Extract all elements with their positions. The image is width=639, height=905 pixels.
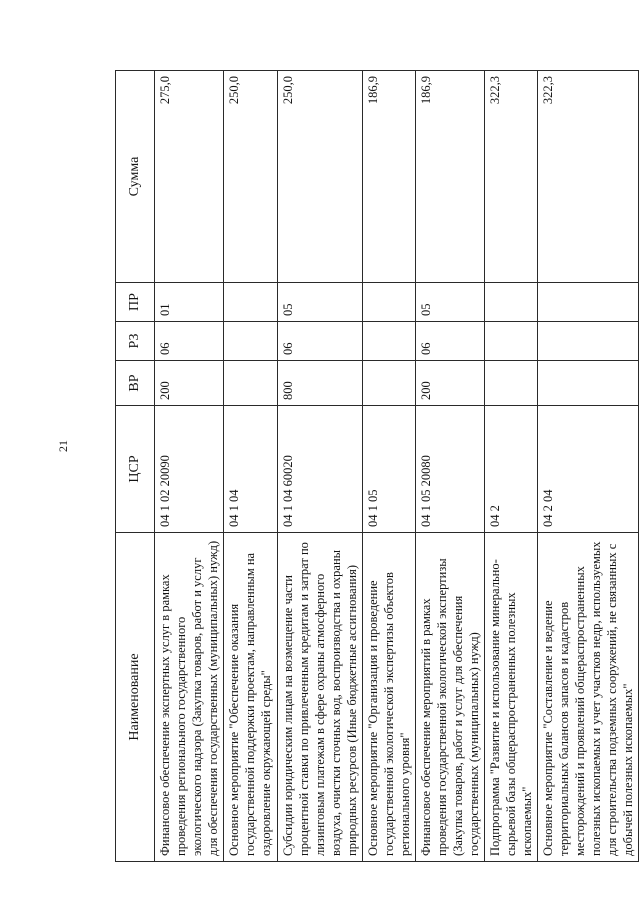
cell-name: Основное мероприятие "Организация и проведение государственной экологической экспертизы объектов регионального уровня" bbox=[363, 533, 416, 862]
header-sum: Сумма bbox=[116, 71, 155, 283]
cell-sum: 186,9 bbox=[363, 71, 416, 283]
cell-sum: 250,0 bbox=[278, 71, 363, 283]
table-row bbox=[363, 71, 416, 862]
budget-table bbox=[115, 70, 639, 862]
table-row bbox=[224, 71, 278, 862]
cell-name: Субсидии юридическим лицам на возмещение части процентной ставки по привлеченным кредитам и затрат по лизинговым платежам в сфере охраны атмосферного воздуха, очистки сточных вод, воспроизводства и охраны природных ресурсов (Иные бюджетные ассигнования) bbox=[278, 533, 363, 862]
cell-vr bbox=[363, 361, 416, 406]
cell-rz bbox=[363, 322, 416, 361]
cell-pr: 01 bbox=[155, 283, 224, 322]
table-row bbox=[485, 71, 538, 862]
cell-rz: 06 bbox=[155, 322, 224, 361]
cell-csr: 04 1 04 60020 bbox=[278, 406, 363, 533]
table-row bbox=[155, 71, 224, 862]
header-vr: ВР bbox=[116, 361, 155, 406]
cell-csr: 04 1 02 20090 bbox=[155, 406, 224, 533]
header-rz: РЗ bbox=[116, 322, 155, 361]
cell-sum: 275,0 bbox=[155, 71, 224, 283]
cell-sum: 250,0 bbox=[224, 71, 278, 283]
header-csr: ЦСР bbox=[116, 406, 155, 533]
header-name: Наименование bbox=[116, 533, 155, 862]
header-pr: ПР bbox=[116, 283, 155, 322]
table-row bbox=[416, 71, 485, 862]
cell-pr bbox=[224, 283, 278, 322]
cell-rz bbox=[224, 322, 278, 361]
cell-csr: 04 2 04 bbox=[538, 406, 639, 533]
cell-rz: 06 bbox=[416, 322, 485, 361]
cell-rz: 06 bbox=[278, 322, 363, 361]
cell-csr: 04 1 05 20080 bbox=[416, 406, 485, 533]
cell-pr: 05 bbox=[416, 283, 485, 322]
budget-table-container bbox=[115, 70, 635, 862]
cell-vr bbox=[538, 361, 639, 406]
cell-pr bbox=[363, 283, 416, 322]
cell-name: Подпрограмма "Развитие и использование минерально-сырьевой базы общераспространенных полезных ископаемых" bbox=[485, 533, 538, 862]
cell-name: Финансовое обеспечение мероприятий в рамках проведения государственной экологической экспертизы (Закупка товаров, работ и услуг для обеспечения государственных (муниципальных) нужд) bbox=[416, 533, 485, 862]
cell-name: Основное мероприятие "Обеспечение оказания государственной поддержки проектам, направленным на оздоровление окружающей среды" bbox=[224, 533, 278, 862]
cell-sum: 186,9 bbox=[416, 71, 485, 283]
cell-rz bbox=[485, 322, 538, 361]
table-row bbox=[538, 71, 639, 862]
cell-vr: 200 bbox=[155, 361, 224, 406]
cell-csr: 04 1 04 bbox=[224, 406, 278, 533]
cell-sum: 322,3 bbox=[538, 71, 639, 283]
cell-vr bbox=[224, 361, 278, 406]
cell-name: Основное мероприятие "Составление и ведение территориальных балансов запасов и кадастров месторождений и проявлений общераспространенных полезных ископаемых и учет участков недр, используемых для строительства подземных сооружений, не связанных с добычей полезных ископаемых" bbox=[538, 533, 639, 862]
cell-sum: 322,3 bbox=[485, 71, 538, 283]
cell-rz bbox=[538, 322, 639, 361]
cell-name: Финансовое обеспечение экспертных услуг в рамках проведения регионального государственного экологического надзора (Закупка товаров, работ и услуг для обеспечения государственных (муниципальных) нужд) bbox=[155, 533, 224, 862]
cell-vr: 800 bbox=[278, 361, 363, 406]
cell-vr bbox=[485, 361, 538, 406]
cell-vr: 200 bbox=[416, 361, 485, 406]
cell-csr: 04 2 bbox=[485, 406, 538, 533]
table-header-row bbox=[116, 71, 155, 862]
page-number: 21 bbox=[56, 440, 70, 452]
table-row bbox=[278, 71, 363, 862]
cell-pr: 05 bbox=[278, 283, 363, 322]
cell-csr: 04 1 05 bbox=[363, 406, 416, 533]
cell-pr bbox=[538, 283, 639, 322]
cell-pr bbox=[485, 283, 538, 322]
